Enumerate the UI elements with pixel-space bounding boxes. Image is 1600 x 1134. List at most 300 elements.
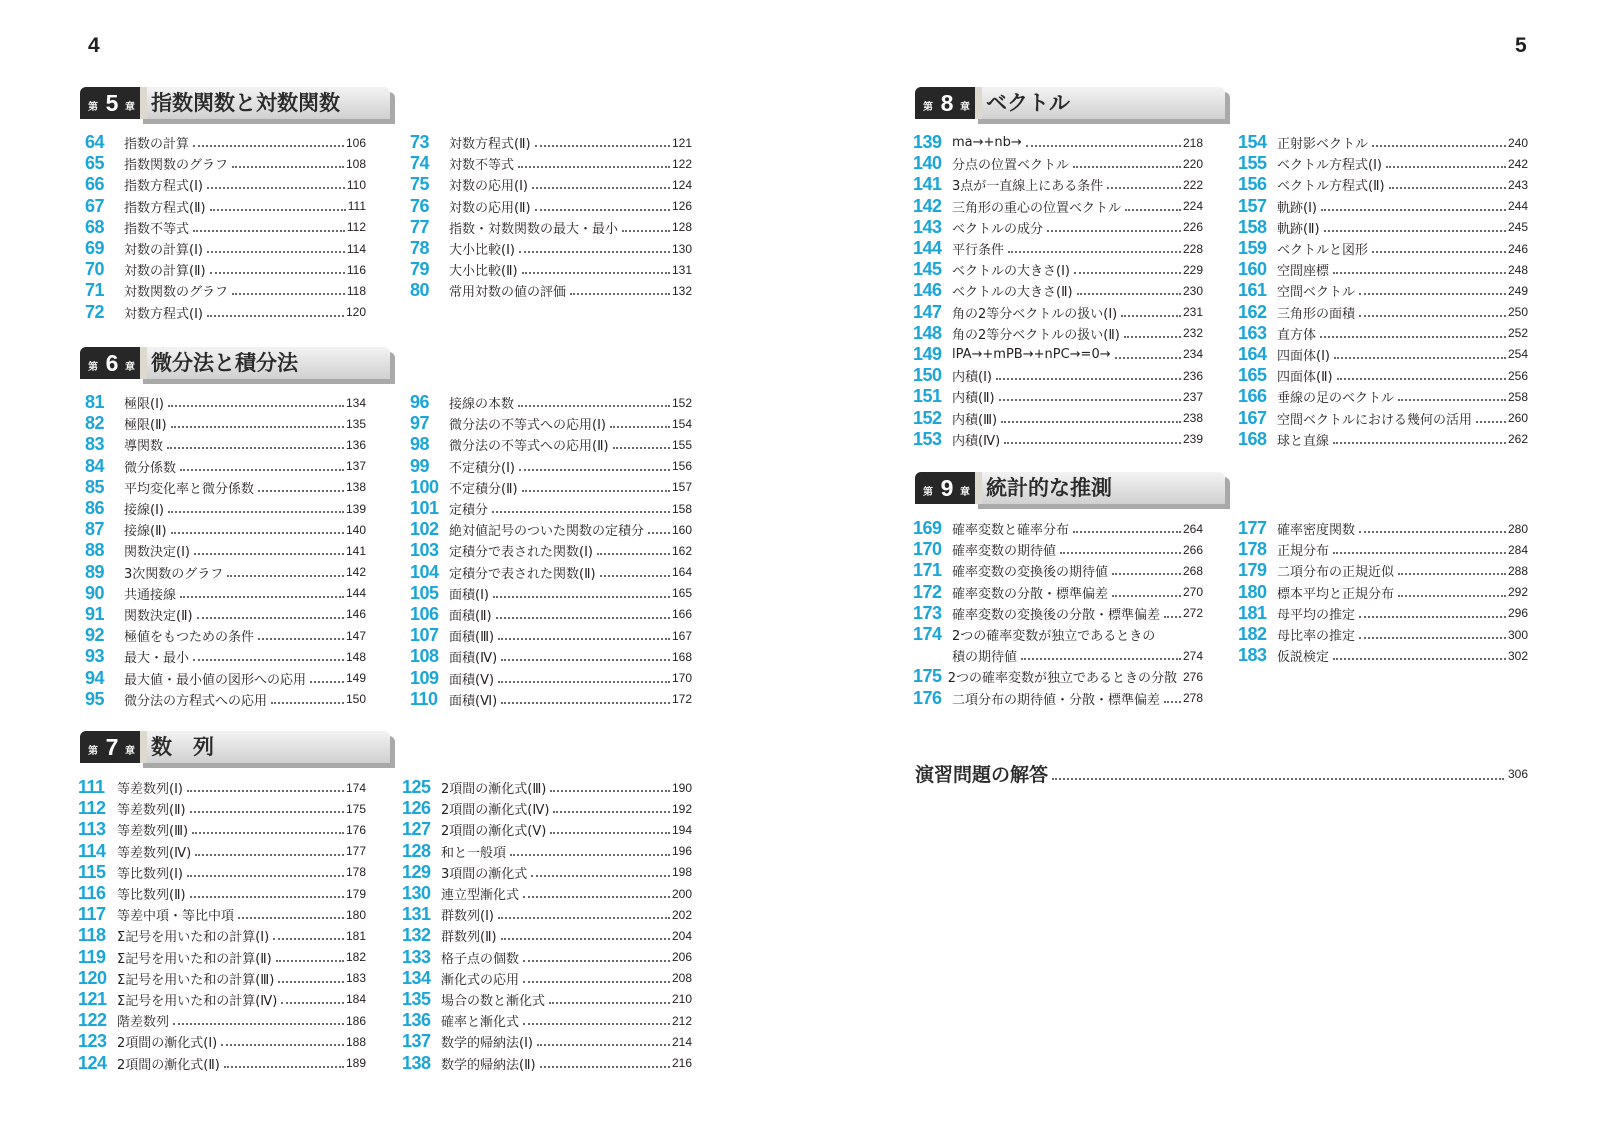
leader-dots	[1004, 441, 1181, 444]
entry-title: 確率密度関数	[1277, 523, 1356, 539]
leader-dots	[1333, 441, 1506, 444]
toc-entry[interactable]	[1238, 624, 1528, 645]
entry-title: 確率変数の変換後の分散・標準偏差	[952, 607, 1161, 623]
leader-dots	[550, 789, 670, 792]
entry-title: 四面体(Ⅱ)	[1277, 370, 1333, 386]
toc-entry[interactable]	[402, 1031, 692, 1052]
entry-number: 136	[402, 1010, 431, 1031]
leader-dots	[190, 810, 344, 813]
toc-entry[interactable]	[410, 646, 692, 667]
toc-entry[interactable]	[410, 174, 692, 195]
toc-entry[interactable]	[402, 777, 692, 798]
toc-entry[interactable]	[78, 819, 366, 840]
toc-entry[interactable]	[1238, 582, 1528, 603]
entry-page: 140	[345, 522, 366, 537]
toc-entry[interactable]	[402, 841, 692, 862]
entry-title: 定積分	[449, 503, 489, 519]
toc-entry[interactable]	[410, 498, 692, 519]
toc-entry[interactable]	[913, 217, 1203, 238]
entry-title: 定積分で表された関数(Ⅱ)	[449, 566, 596, 582]
leader-dots	[570, 292, 670, 295]
entry-title: lPA→+mPB→+nPC→=0→	[952, 346, 1111, 362]
toc-entry[interactable]	[913, 386, 1203, 407]
toc-entry[interactable]	[913, 365, 1203, 386]
toc-entry[interactable]	[402, 819, 692, 840]
leader-dots	[553, 810, 670, 813]
entry-number: 68	[85, 216, 105, 237]
entry-page: 276	[1182, 669, 1203, 684]
entry-title: 面積(Ⅱ)	[449, 608, 492, 624]
entry-page: 240	[1507, 135, 1528, 150]
toc-entry[interactable]	[1238, 603, 1528, 624]
entry-number: 81	[85, 392, 105, 413]
toc-entry[interactable]	[1238, 132, 1528, 153]
entry-page: 231	[1182, 305, 1203, 320]
toc-entry[interactable]	[913, 344, 1203, 365]
leader-dots	[550, 831, 670, 834]
toc-entry[interactable]	[913, 323, 1203, 344]
entry-page: 198	[671, 865, 692, 880]
entry-page: 266	[1182, 542, 1203, 557]
toc-entry[interactable]	[410, 217, 692, 238]
toc-entry[interactable]	[78, 841, 366, 862]
toc-entry[interactable]	[410, 667, 692, 688]
entry-number: 177	[1238, 518, 1267, 539]
entry-title: 指数方程式(Ⅱ)	[124, 200, 206, 216]
entry-page: 218	[1182, 135, 1203, 150]
leader-dots	[232, 165, 344, 168]
leader-dots	[1060, 551, 1181, 554]
toc-entry[interactable]	[78, 947, 366, 968]
entry-number: 162	[1238, 301, 1267, 322]
entry-title: ベクトルの大きさ(Ⅰ)	[952, 264, 1070, 280]
entry-page: 284	[1507, 542, 1528, 557]
toc-entry[interactable]	[78, 1052, 366, 1073]
entry-page: 250	[1507, 305, 1528, 320]
entry-number: 142	[913, 195, 942, 216]
entry-title: 指数不等式	[124, 221, 190, 237]
toc-entry[interactable]	[410, 604, 692, 625]
entry-number: 107	[410, 625, 439, 646]
toc-entry[interactable]	[85, 583, 366, 604]
leader-dots	[190, 895, 344, 898]
toc-entry[interactable]	[1238, 174, 1528, 195]
toc-entry[interactable]	[913, 688, 1203, 709]
toc-entry[interactable]	[85, 132, 366, 153]
entry-number: 131	[402, 904, 431, 925]
leader-dots	[310, 680, 344, 683]
leader-dots	[1372, 144, 1506, 147]
entry-page: 300	[1507, 627, 1528, 642]
entry-page: 164	[671, 565, 692, 580]
leader-dots	[537, 1043, 670, 1046]
chapter-badge: 第 8 章	[915, 87, 975, 119]
entry-title: 直方体	[1277, 327, 1317, 343]
toc-entry[interactable]	[402, 862, 692, 883]
toc-entry[interactable]	[410, 519, 692, 540]
entry-title: 三角形の重心の位置ベクトル	[952, 200, 1122, 216]
entry-page: 192	[671, 801, 692, 816]
leader-dots	[1359, 314, 1506, 317]
entry-number: 104	[410, 561, 439, 582]
toc-entry[interactable]	[85, 434, 366, 455]
entry-number: 156	[1238, 174, 1267, 195]
leader-dots	[171, 531, 344, 534]
entry-title: 空間ベクトル	[1277, 285, 1356, 301]
toc-entry[interactable]	[1238, 259, 1528, 280]
chapter-title: ベクトル	[986, 91, 1070, 115]
entry-number: 79	[410, 259, 430, 280]
entry-page: 264	[1182, 521, 1203, 536]
toc-entry[interactable]	[1238, 217, 1528, 238]
entry-page: 137	[345, 459, 366, 474]
chapter-9-col-1	[913, 518, 1203, 709]
leader-dots	[193, 229, 345, 232]
leader-dots	[1001, 420, 1181, 423]
entry-number: 152	[913, 407, 942, 428]
leader-dots	[1359, 615, 1506, 618]
leader-dots	[510, 853, 670, 856]
toc-entry[interactable]	[85, 519, 366, 540]
entry-number: 125	[402, 777, 431, 798]
toc-entry[interactable]	[913, 429, 1203, 450]
entry-number: 77	[410, 216, 430, 237]
leader-dots	[180, 468, 344, 471]
toc-entry[interactable]	[410, 456, 692, 477]
entry-page: 172	[671, 692, 692, 707]
leader-dots	[1047, 229, 1181, 232]
toc-entry[interactable]	[85, 413, 366, 434]
toc-entry[interactable]	[402, 968, 692, 989]
toc-entry[interactable]	[410, 413, 692, 434]
toc-entry[interactable]	[913, 645, 1203, 666]
leader-dots	[207, 314, 344, 317]
entry-number: 108	[410, 646, 439, 667]
toc-entry[interactable]	[78, 1010, 366, 1031]
toc-entry[interactable]	[1238, 365, 1528, 386]
toc-entry[interactable]	[410, 196, 692, 217]
toc-entry[interactable]	[78, 904, 366, 925]
leader-dots	[518, 404, 670, 407]
toc-entry[interactable]	[85, 625, 366, 646]
entry-title: 面積(Ⅳ)	[449, 651, 498, 667]
entry-title: 2つの確率変数が独立であるときの分散	[947, 671, 1177, 687]
leader-dots	[173, 1022, 344, 1025]
entry-page: 245	[1507, 220, 1528, 235]
entry-page: 158	[671, 501, 692, 516]
entry-number: 148	[913, 322, 942, 343]
entry-title: 確率変数の期待値	[952, 544, 1057, 560]
toc-entry[interactable]	[410, 153, 692, 174]
toc-entry[interactable]	[85, 646, 366, 667]
toc-entry[interactable]	[85, 562, 366, 583]
toc-entry[interactable]	[78, 798, 366, 819]
toc-entry[interactable]	[85, 302, 366, 323]
toc-entry[interactable]	[913, 560, 1203, 581]
entry-page: 136	[345, 437, 366, 452]
leader-dots	[493, 595, 670, 598]
toc-entry[interactable]	[913, 603, 1203, 624]
toc-entry[interactable]	[913, 624, 1203, 645]
entry-number: 140	[913, 153, 942, 174]
toc-entry[interactable]	[410, 392, 692, 413]
toc-entry[interactable]	[913, 153, 1203, 174]
leader-dots	[192, 831, 344, 834]
leader-dots	[1073, 530, 1181, 533]
toc-entry[interactable]	[410, 625, 692, 646]
leader-dots	[278, 980, 344, 983]
toc-entry[interactable]	[78, 1031, 366, 1052]
entry-number: 179	[1238, 560, 1267, 581]
toc-entry[interactable]	[913, 174, 1203, 195]
entry-title: 極限(Ⅱ)	[124, 418, 167, 434]
entry-number: 143	[913, 216, 942, 237]
toc-entry[interactable]	[1238, 429, 1528, 450]
entry-page: 111	[347, 199, 366, 214]
entry-page: 182	[345, 950, 366, 965]
entry-number: 183	[1238, 645, 1267, 666]
leader-dots	[1398, 398, 1506, 401]
entry-title: 導関数	[124, 439, 164, 455]
entry-number: 83	[85, 434, 105, 455]
entry-number: 171	[913, 560, 942, 581]
entry-title: 分点の位置ベクトル	[952, 158, 1070, 174]
chapter-7-col-1	[78, 777, 366, 1074]
entry-title: Σ記号を用いた和の計算(Ⅰ)	[117, 930, 270, 946]
toc-entry[interactable]	[85, 477, 366, 498]
chapter-5-col-2	[410, 132, 692, 302]
toc-entry[interactable]	[913, 666, 1203, 687]
leader-dots	[1337, 377, 1506, 380]
answers-entry[interactable]	[915, 760, 1528, 787]
toc-entry[interactable]	[1238, 407, 1528, 428]
toc-entry[interactable]	[410, 583, 692, 604]
entry-title: 対数関数のグラフ	[124, 285, 229, 301]
toc-entry[interactable]	[1238, 196, 1528, 217]
entry-number: 102	[410, 519, 439, 540]
toc-entry[interactable]	[410, 689, 692, 710]
toc-entry[interactable]	[913, 132, 1203, 153]
entry-title: 数学的帰納法(Ⅱ)	[441, 1057, 536, 1073]
toc-entry[interactable]	[85, 604, 366, 625]
chapter-title: 数 列	[151, 735, 214, 759]
entry-number: 112	[78, 798, 106, 819]
leader-dots	[1115, 356, 1181, 359]
chapter-badge: 第 7 章	[80, 731, 140, 763]
toc-entry[interactable]	[78, 883, 366, 904]
entry-title: 母平均の推定	[1277, 607, 1356, 623]
entry-number: 172	[913, 581, 942, 602]
entry-title: 2項間の漸化式(Ⅲ)	[441, 782, 547, 798]
toc-entry[interactable]	[402, 883, 692, 904]
entry-title: 空間ベクトルにおける幾何の活用	[1277, 412, 1473, 428]
entry-number: 150	[913, 365, 942, 386]
toc-entry[interactable]	[913, 302, 1203, 323]
chapter-9-col-2	[1238, 518, 1528, 666]
entry-page: 126	[671, 199, 692, 214]
toc-entry[interactable]	[402, 925, 692, 946]
toc-entry[interactable]	[410, 477, 692, 498]
entry-title: 内積(Ⅰ)	[952, 370, 992, 386]
toc-entry[interactable]	[913, 196, 1203, 217]
toc-entry[interactable]	[410, 562, 692, 583]
toc-entry[interactable]	[913, 238, 1203, 259]
leader-dots	[1052, 777, 1504, 780]
toc-entry[interactable]	[85, 689, 366, 710]
leader-dots	[207, 186, 345, 189]
toc-entry[interactable]	[410, 540, 692, 561]
toc-entry[interactable]	[85, 280, 366, 301]
toc-entry[interactable]	[410, 259, 692, 280]
toc-entry[interactable]	[1238, 645, 1528, 666]
entry-title: 大小比較(Ⅱ)	[449, 264, 518, 280]
toc-entry[interactable]	[1238, 280, 1528, 301]
chapter-badge: 第 9 章	[915, 472, 975, 504]
entry-title: 群数列(Ⅰ)	[441, 909, 494, 925]
entry-page: 112	[346, 220, 366, 235]
toc-entry[interactable]	[85, 498, 366, 519]
entry-page: 144	[345, 586, 366, 601]
entry-title: 関数決定(Ⅰ)	[124, 545, 190, 561]
toc-entry[interactable]	[1238, 323, 1528, 344]
entry-title: 対数の計算(Ⅰ)	[124, 243, 203, 259]
leader-dots	[1359, 636, 1506, 639]
toc-entry[interactable]	[402, 947, 692, 968]
toc-entry[interactable]	[1238, 344, 1528, 365]
entry-title: 空間座標	[1277, 264, 1330, 280]
toc-entry[interactable]	[85, 153, 366, 174]
toc-entry[interactable]	[402, 989, 692, 1010]
leader-dots	[999, 398, 1181, 401]
entry-title: 連立型漸化式	[441, 888, 520, 904]
toc-entry[interactable]	[85, 667, 366, 688]
leader-dots	[1026, 144, 1181, 147]
entry-page: 124	[671, 177, 692, 192]
toc-entry[interactable]	[402, 1052, 692, 1073]
toc-entry[interactable]	[78, 862, 366, 883]
toc-entry[interactable]	[410, 280, 692, 301]
toc-entry[interactable]	[1238, 539, 1528, 560]
entry-page: 202	[671, 907, 692, 922]
entry-number: 71	[85, 280, 105, 301]
toc-entry[interactable]	[1238, 518, 1528, 539]
entry-page: 130	[671, 241, 692, 256]
entry-page: 296	[1507, 606, 1528, 621]
leader-dots	[1164, 615, 1181, 618]
entry-page: 246	[1507, 241, 1528, 256]
entry-title: 3点が一直線上にある条件	[952, 179, 1104, 195]
toc-entry[interactable]	[78, 968, 366, 989]
toc-entry[interactable]	[85, 238, 366, 259]
toc-entry[interactable]	[913, 582, 1203, 603]
entry-page: 120	[345, 305, 366, 320]
entry-page: 194	[671, 822, 692, 837]
toc-entry[interactable]	[410, 132, 692, 153]
leader-dots	[171, 425, 344, 428]
leader-dots	[600, 574, 670, 577]
toc-entry[interactable]	[913, 259, 1203, 280]
entry-page: 248	[1507, 262, 1528, 277]
toc-entry[interactable]	[78, 925, 366, 946]
toc-entry[interactable]	[85, 217, 366, 238]
entry-number: 117	[78, 904, 106, 925]
entry-page: 116	[346, 262, 366, 277]
leader-dots	[1125, 208, 1181, 211]
toc-entry[interactable]	[85, 174, 366, 195]
entry-number: 180	[1238, 581, 1267, 602]
toc-entry[interactable]	[1238, 153, 1528, 174]
entry-number: 182	[1238, 624, 1267, 645]
toc-entry[interactable]	[85, 456, 366, 477]
leader-dots	[1359, 292, 1506, 295]
entry-page: 178	[345, 865, 366, 880]
entry-number: 116	[78, 883, 106, 904]
toc-entry[interactable]	[85, 259, 366, 280]
entry-title: 3項間の漸化式	[441, 866, 528, 882]
toc-entry[interactable]	[85, 196, 366, 217]
toc-entry[interactable]	[1238, 386, 1528, 407]
chapter-title: 統計的な推測	[986, 476, 1112, 500]
toc-entry[interactable]	[78, 989, 366, 1010]
chapter-6-col-2	[410, 392, 692, 710]
entry-page: 160	[671, 522, 692, 537]
entry-number: 128	[402, 840, 431, 861]
toc-entry[interactable]	[85, 392, 366, 413]
entry-number: 169	[913, 518, 942, 539]
chapter-7-header	[80, 731, 390, 767]
toc-entry[interactable]	[402, 904, 692, 925]
entry-title: 仮説検定	[1277, 650, 1330, 666]
leader-dots	[1476, 420, 1506, 423]
toc-entry[interactable]	[913, 518, 1203, 539]
entry-page: 174	[345, 780, 366, 795]
entry-page: 262	[1507, 432, 1528, 447]
entry-page: 224	[1182, 199, 1203, 214]
entry-number: 138	[402, 1052, 431, 1073]
toc-entry[interactable]	[1238, 302, 1528, 323]
toc-entry[interactable]	[402, 1010, 692, 1031]
toc-entry[interactable]	[913, 407, 1203, 428]
toc-entry[interactable]	[410, 238, 692, 259]
toc-entry[interactable]	[78, 777, 366, 798]
entry-title: 極限(Ⅰ)	[124, 397, 164, 413]
toc-entry[interactable]	[1238, 560, 1528, 581]
toc-entry[interactable]	[913, 280, 1203, 301]
entry-number: 157	[1238, 195, 1267, 216]
entry-number: 75	[410, 174, 430, 195]
entry-title: 三角形の面積	[1277, 306, 1356, 322]
entry-page: 190	[671, 780, 692, 795]
entry-page: 258	[1507, 389, 1528, 404]
leader-dots	[519, 468, 670, 471]
toc-entry[interactable]	[913, 539, 1203, 560]
leader-dots	[610, 425, 670, 428]
leader-dots	[501, 937, 670, 940]
entry-page: 128	[671, 220, 692, 235]
toc-entry[interactable]	[85, 540, 366, 561]
toc-entry[interactable]	[402, 798, 692, 819]
entry-number: 124	[78, 1052, 107, 1073]
entry-title: ベクトルの成分	[952, 221, 1044, 237]
toc-entry[interactable]	[1238, 238, 1528, 259]
entry-page: 114	[346, 241, 366, 256]
entry-title: 等比数列(Ⅰ)	[117, 866, 183, 882]
entry-number: 161	[1238, 280, 1267, 301]
entry-number: 109	[410, 667, 439, 688]
entry-number: 74	[410, 153, 430, 174]
entry-number: 115	[78, 861, 106, 882]
toc-entry[interactable]	[410, 434, 692, 455]
